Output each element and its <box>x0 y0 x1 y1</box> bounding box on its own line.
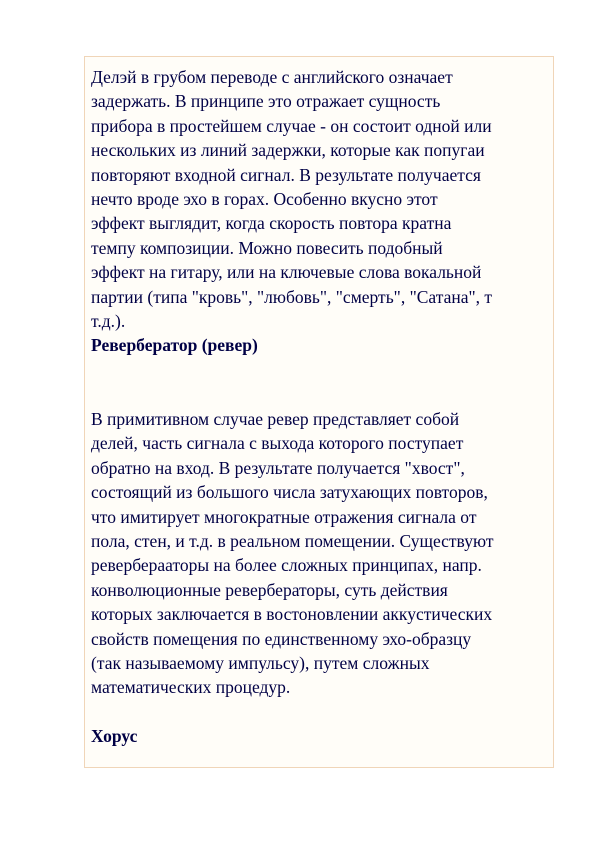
blank-space <box>91 700 545 724</box>
paragraph-delay: Делэй в грубом переводе с английского означает задержать. В принципе это отражает сущность прибора в простейшем случае - он состоит одной или нескольких из линий задержки, которые как попугаи повторяют входной сигнал. В результате получается нечто вроде эхо в горах. Особенно вкусно этот эффект выглядит, когда скорость повтора кратна темпу композиции. Можно повесить подобный эффект на гитару, или на ключевые слова вокальной партии (типа "кровь", "любовь", "смерть", "Сатана", т т.д.). <box>91 67 493 332</box>
heading-chorus: Хорус <box>91 725 138 746</box>
blank-space <box>91 358 545 407</box>
text-frame <box>84 56 554 768</box>
paragraph-reverb: В примитивном случае ревер представляет собой делей, часть сигнала с выхода которого поступает обратно на вход. В результате получается "хвост", состоящий из большого числа затухающих повторов, что имитирует многократные отражения сигнала от пола, стен, и т.д. в реальном помещении. Существуют реверберааторы на более сложных принципах, напр. конволюционные ревербераторы, суть действия которых заключается в востоновлении аккустических свойств помещения по единственному эхо-образцу (так называемому импульсу), путем сложных математических процедур. <box>91 408 494 698</box>
heading-reverb: Ревербератор (ревер) <box>91 335 258 356</box>
